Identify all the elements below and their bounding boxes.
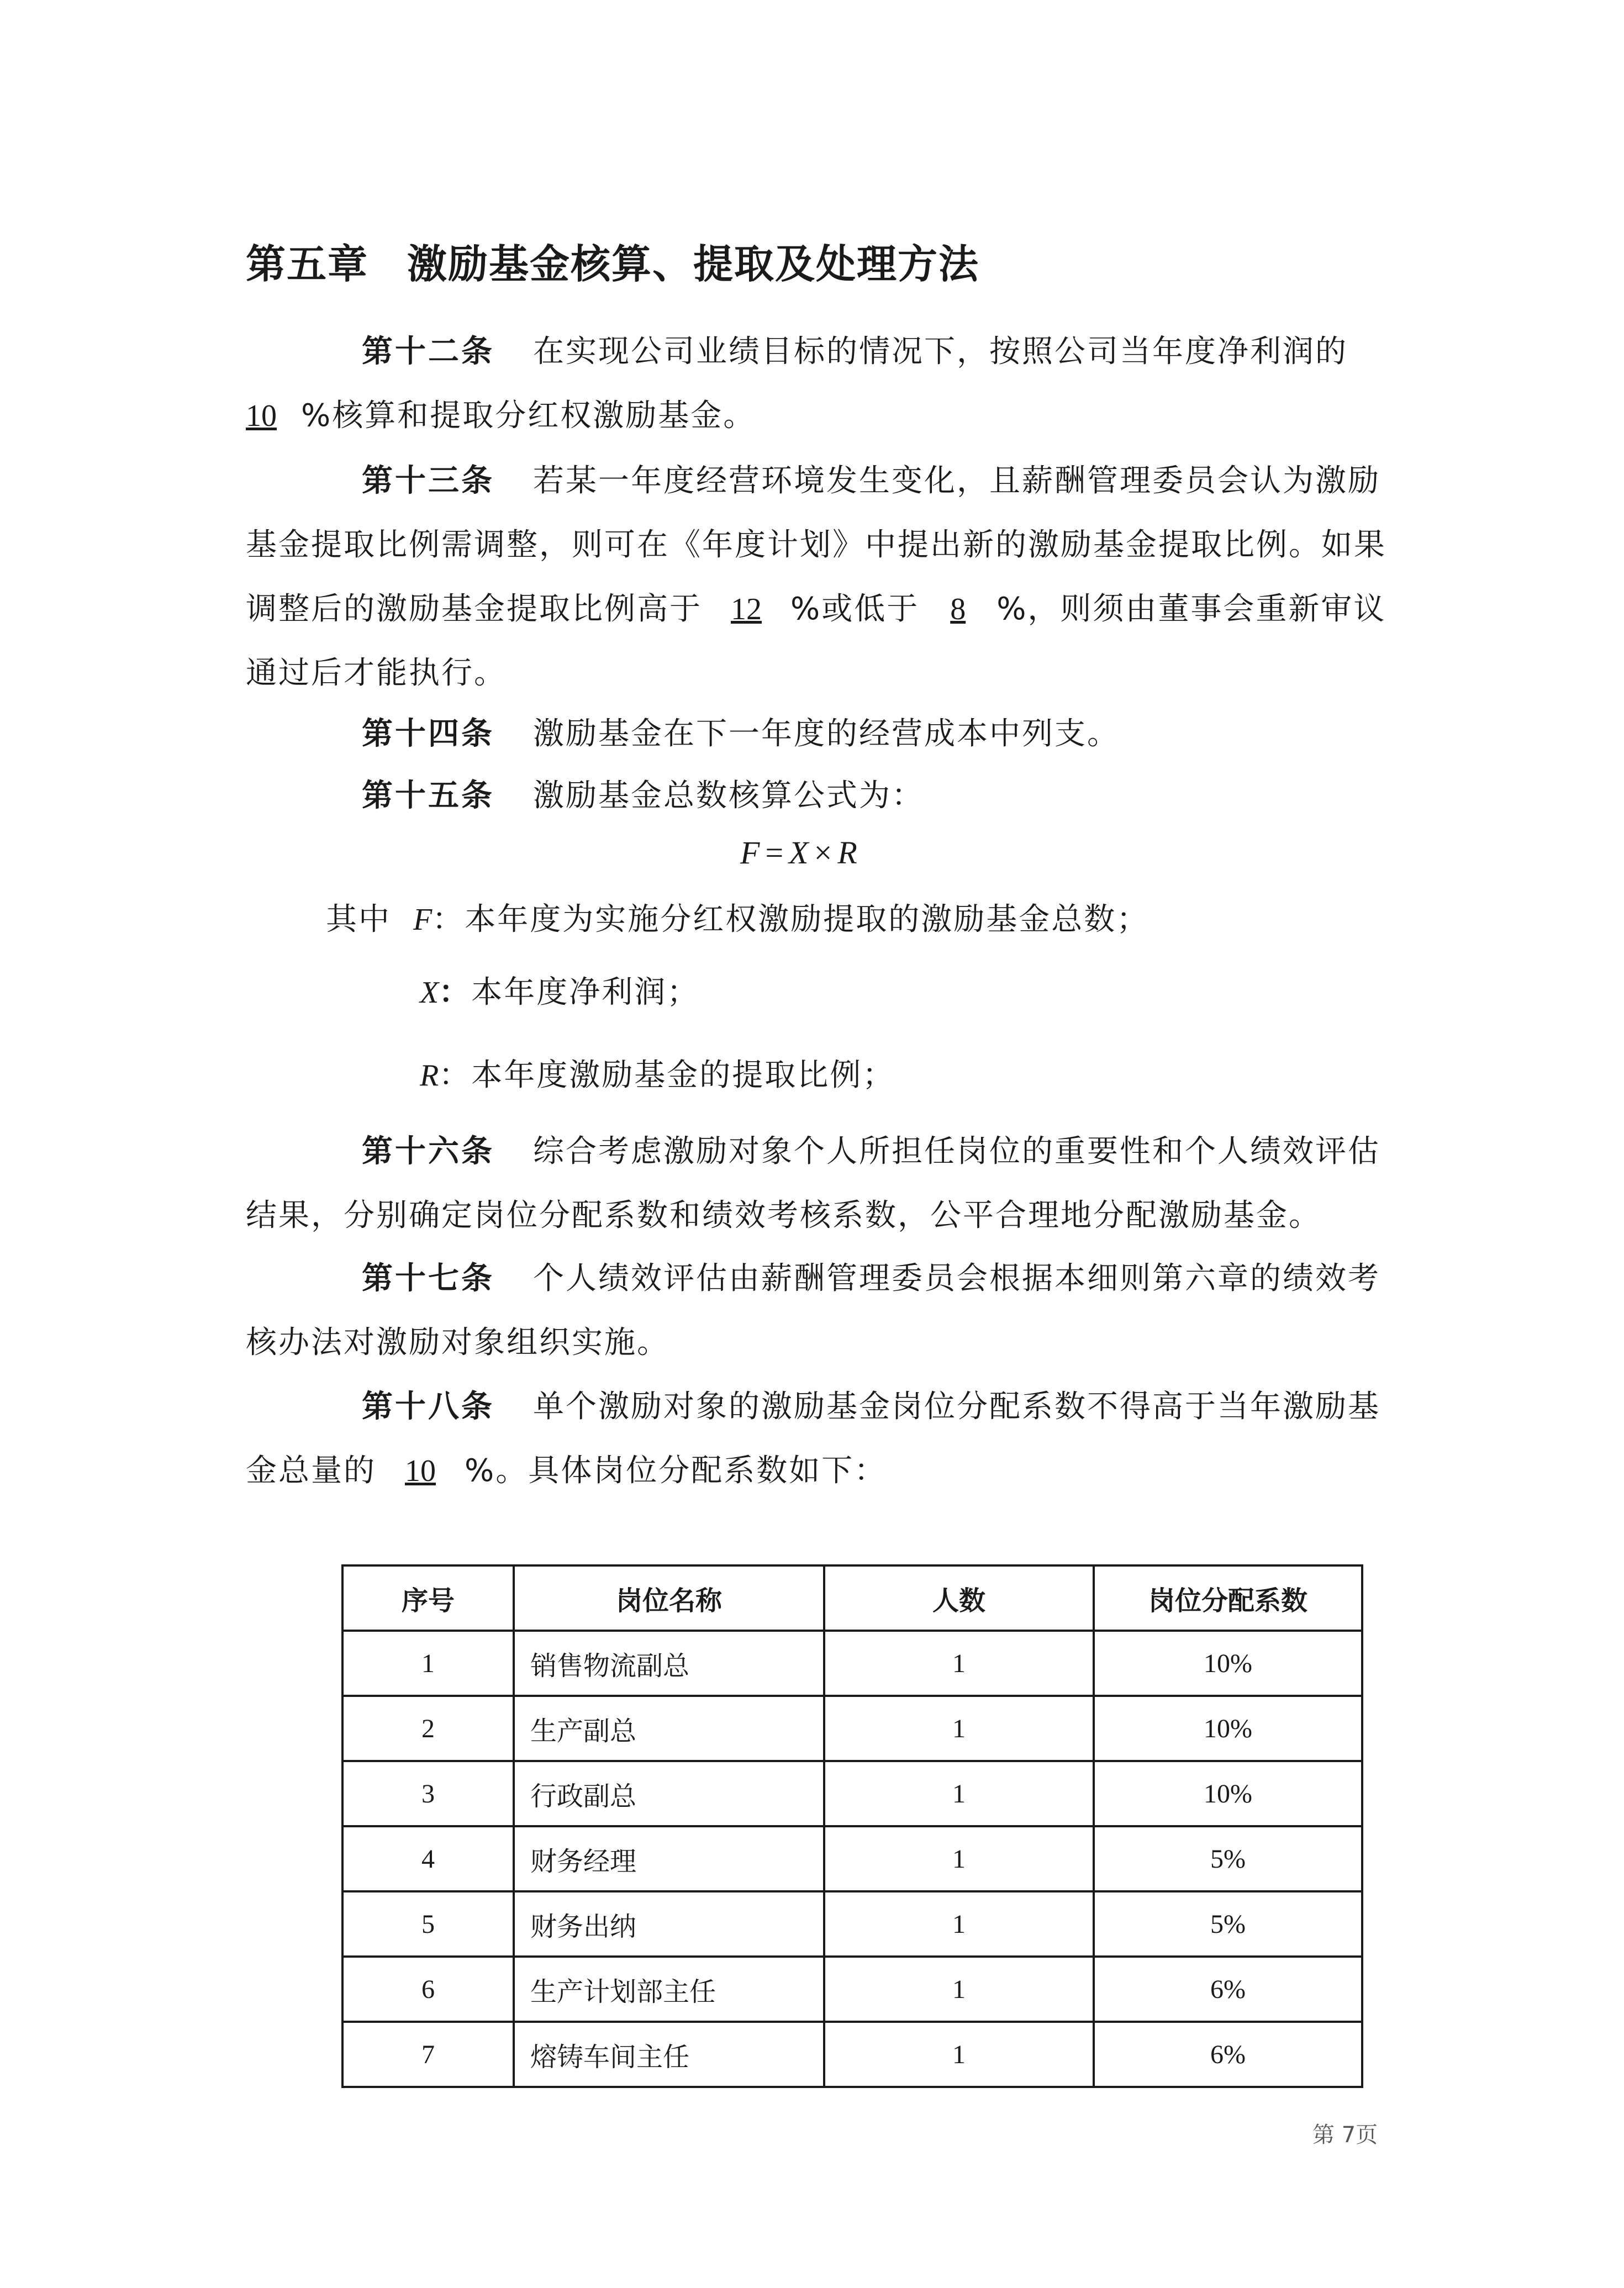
article-14-label: 第十四条	[362, 716, 494, 752]
article-13-line-3: 调整后的激励基金提取比例高于 12 %或低于 8 %，则须由董事会重新审议	[246, 591, 1386, 627]
article-14-line: 第十四条 激励基金在下一年度的经营成本中列支。	[362, 709, 1120, 753]
article-13-blank-high: 12	[731, 592, 762, 626]
header-index: 序号	[342, 1565, 514, 1631]
chapter-heading	[246, 232, 979, 289]
article-17-line-2: 核办法对激励对象组织实施。	[246, 1325, 669, 1361]
definition-x: X：本年度净利润；	[420, 974, 700, 1010]
table-row: 3 行政副总 1 10%	[342, 1761, 1362, 1826]
definition-f: 其中 F：本年度为实施分红权激励提取的激励基金总数；	[326, 902, 1150, 937]
article-16-label: 第十六条	[362, 1134, 494, 1169]
table-row: 6 生产计划部主任 1 6%	[342, 1957, 1362, 2022]
article-15-label: 第十五条	[362, 778, 494, 814]
chapter-title: 激励基金核算、提取及处理方法	[407, 241, 980, 287]
article-12-blank: 10	[246, 399, 277, 433]
header-position: 岗位名称	[514, 1565, 824, 1631]
definitions-prefix: 其中	[326, 902, 391, 937]
article-13-line-2: 基金提取比例需调整，则可在《年度计划》中提出新的激励基金提取比例。如果	[246, 527, 1386, 563]
header-count: 人数	[824, 1565, 1094, 1631]
article-17-label: 第十七条	[362, 1261, 494, 1296]
article-16-line-1: 第十六条 综合考虑激励对象个人所担任岗位的重要性和个人绩效评估	[362, 1127, 1380, 1171]
article-15-line: 第十五条 激励基金总数核算公式为：	[362, 771, 924, 815]
allocation-table	[341, 1564, 1363, 2088]
formula: F = X × R	[740, 835, 857, 871]
article-13-line-4: 通过后才能执行。	[246, 655, 507, 691]
table-row: 2 生产副总 1 10%	[342, 1696, 1362, 1761]
article-12-line-1: 第十二条 在实现公司业绩目标的情况下，按照公司当年度净利润的	[362, 327, 1348, 371]
table-row: 1 销售物流副总 1 10%	[342, 1631, 1362, 1696]
definition-r: R：本年度激励基金的提取比例；	[420, 1057, 895, 1093]
table-row: 7 熔铸车间主任 1 6%	[342, 2022, 1362, 2087]
table-row: 5 财务出纳 1 5%	[342, 1891, 1362, 1957]
article-12-line-2: 10 %核算和提取分红权激励基金。	[246, 398, 756, 434]
article-18-blank: 10	[405, 1454, 436, 1488]
article-18-line-1: 第十八条 单个激励对象的激励基金岗位分配系数不得高于当年激励基	[362, 1382, 1380, 1426]
table-row: 4 财务经理 1 5%	[342, 1826, 1362, 1891]
article-16-line-2: 结果，分别确定岗位分配系数和绩效考核系数，公平合理地分配激励基金。	[246, 1198, 1321, 1233]
article-18-label: 第十八条	[362, 1389, 494, 1425]
article-13-label: 第十三条	[362, 463, 494, 499]
header-coefficient: 岗位分配系数	[1094, 1565, 1362, 1631]
article-18-line-2: 金总量的 10 %。具体岗位分配系数如下：	[246, 1453, 887, 1489]
table-header-row	[342, 1565, 1362, 1631]
chapter-label: 第五章	[246, 241, 369, 287]
article-13-blank-low: 8	[950, 592, 966, 626]
article-13-line-1: 第十三条 若某一年度经营环境发生变化，且薪酬管理委员会认为激励	[362, 456, 1380, 500]
article-17-line-1: 第十七条 个人绩效评估由薪酬管理委员会根据本细则第六章的绩效考	[362, 1254, 1380, 1298]
page-number: 第 7页	[1312, 2122, 1378, 2148]
article-12-label: 第十二条	[362, 334, 494, 370]
